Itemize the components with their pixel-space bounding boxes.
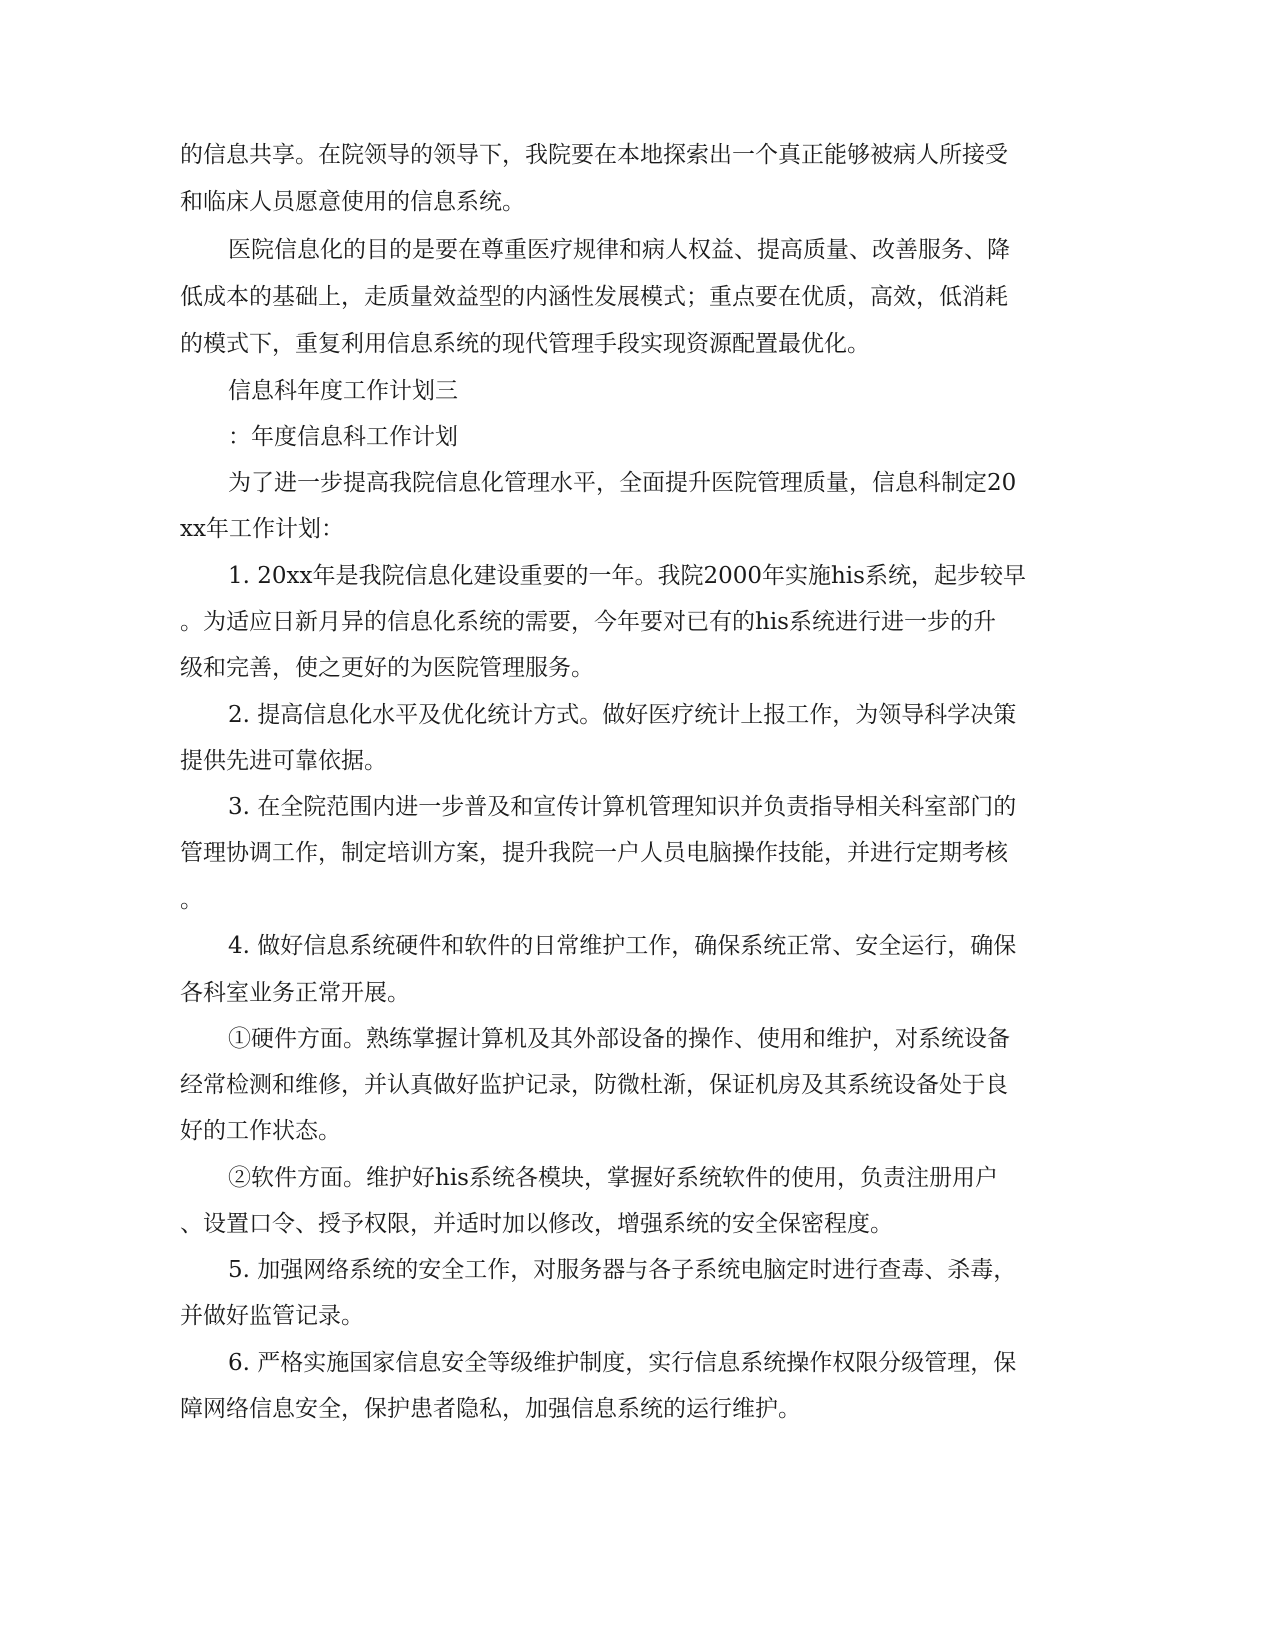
text-line: 和临床人员愿意使用的信息系统。	[180, 189, 525, 215]
text-line: 1. 20xx年是我院信息化建设重要的一年。我院2000年实施his系统，起步较早	[228, 563, 1026, 589]
section-heading: 信息科年度工作计划三	[228, 378, 458, 404]
text-line: 障网络信息安全，保护患者隐私，加强信息系统的运行维护。	[180, 1396, 801, 1422]
text-line: 、设置口令、授予权限，并适时加以修改，增强系统的安全保密程度。	[180, 1211, 893, 1237]
text-line: 5. 加强网络系统的安全工作，对服务器与各子系统电脑定时进行查毒、杀毒，	[228, 1257, 1017, 1283]
subheading: ：年度信息科工作计划	[228, 424, 458, 450]
text-line: 为了进一步提高我院信息化管理水平，全面提升医院管理质量，信息科制定20	[228, 470, 1017, 496]
text-line: 并做好监管记录。	[180, 1303, 364, 1329]
text-line: 提供先进可靠依据。	[180, 748, 387, 774]
text-line: 的模式下，重复利用信息系统的现代管理手段实现资源配置最优化。	[180, 331, 870, 357]
text-line: 。为适应日新月异的信息化系统的需要，今年要对已有的his系统进行进一步的升	[180, 609, 996, 635]
text-line: 医院信息化的目的是要在尊重医疗规律和病人权益、提高质量、改善服务、降	[228, 237, 1010, 263]
text-line: 的信息共享。在院领导的领导下，我院要在本地探索出一个真正能够被病人所接受	[180, 142, 1008, 168]
text-line: ①硬件方面。熟练掌握计算机及其外部设备的操作、使用和维护，对系统设备	[228, 1026, 1010, 1052]
text-line: 各科室业务正常开展。	[180, 980, 410, 1006]
text-line: 。	[180, 887, 203, 913]
text-line: ②软件方面。维护好his系统各模块，掌握好系统软件的使用，负责注册用户	[228, 1165, 998, 1191]
text-line: 低成本的基础上，走质量效益型的内涵性发展模式；重点要在优质，高效，低消耗	[180, 284, 1008, 310]
text-line: 3. 在全院范围内进一步普及和宣传计算机管理知识并负责指导相关科室部门的	[228, 794, 1017, 820]
text-line: 经常检测和维修，并认真做好监护记录，防微杜渐，保证机房及其系统设备处于良	[180, 1072, 1008, 1098]
text-line: 好的工作状态。	[180, 1118, 341, 1144]
text-line: 管理协调工作，制定培训方案，提升我院一户人员电脑操作技能，并进行定期考核	[180, 840, 1008, 866]
text-line: 级和完善，使之更好的为医院管理服务。	[180, 655, 594, 681]
text-line: 4. 做好信息系统硬件和软件的日常维护工作，确保系统正常、安全运行，确保	[228, 933, 1017, 959]
text-line: 6. 严格实施国家信息安全等级维护制度，实行信息系统操作权限分级管理，保	[228, 1350, 1017, 1376]
text-line: xx年工作计划：	[180, 516, 344, 542]
text-line: 2. 提高信息化水平及优化统计方式。做好医疗统计上报工作，为领导科学决策	[228, 702, 1017, 728]
